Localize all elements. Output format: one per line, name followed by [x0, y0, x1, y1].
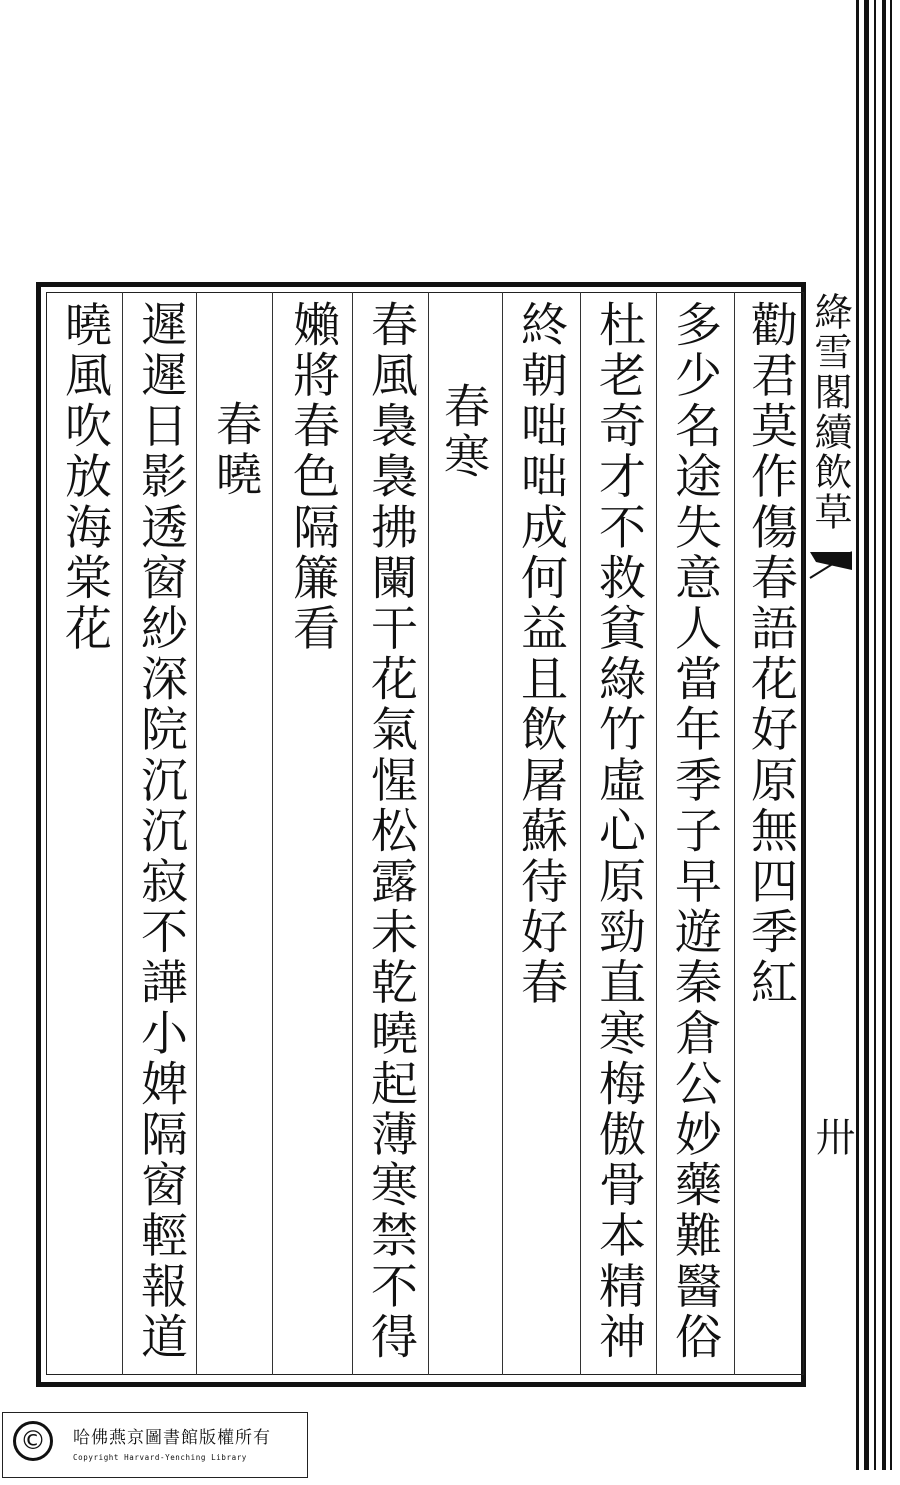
- text-column-9: 遲遲日影透窗紗深院沉沉寂不譁小婢隔窗輕報道: [133, 300, 188, 1363]
- copyright-text-en: Copyright Harvard-Yenching Library: [73, 1453, 247, 1462]
- text-column-3: 杜老奇才不救貧綠竹虛心原勁直寒梅傲骨本精神: [591, 300, 646, 1363]
- book-title: 絳雪閣續飲草: [808, 292, 852, 532]
- text-column-1: 勸君莫作傷春語花好原無四季紅: [743, 300, 798, 1009]
- copyright-text-cn: 哈佛燕京圖書館版權所有: [73, 1428, 271, 1448]
- copyright-stamp: [2, 1412, 308, 1478]
- text-column-10: 曉風吹放海棠花: [57, 300, 112, 655]
- binding-strip: [852, 0, 900, 1470]
- fold-mark-icon: [806, 548, 852, 600]
- text-column-6: 春風裊裊拂闌干花氣惺松露未乾曉起薄寒禁不得: [363, 300, 418, 1363]
- poem-title-spring-dawn: 春曉: [209, 400, 263, 500]
- copyright-icon: ©: [13, 1421, 53, 1461]
- poem-title-spring-cold: 春寒: [437, 382, 491, 482]
- text-column-7: 嬾將春色隔簾看: [285, 300, 340, 655]
- page-number: 卅: [809, 1116, 855, 1156]
- text-column-2: 多少名途失意人當年季子早遊秦倉公妙藥難醫俗: [667, 300, 722, 1363]
- text-column-4: 終朝咄咄成何益且飲屠蘇待好春: [513, 300, 568, 1009]
